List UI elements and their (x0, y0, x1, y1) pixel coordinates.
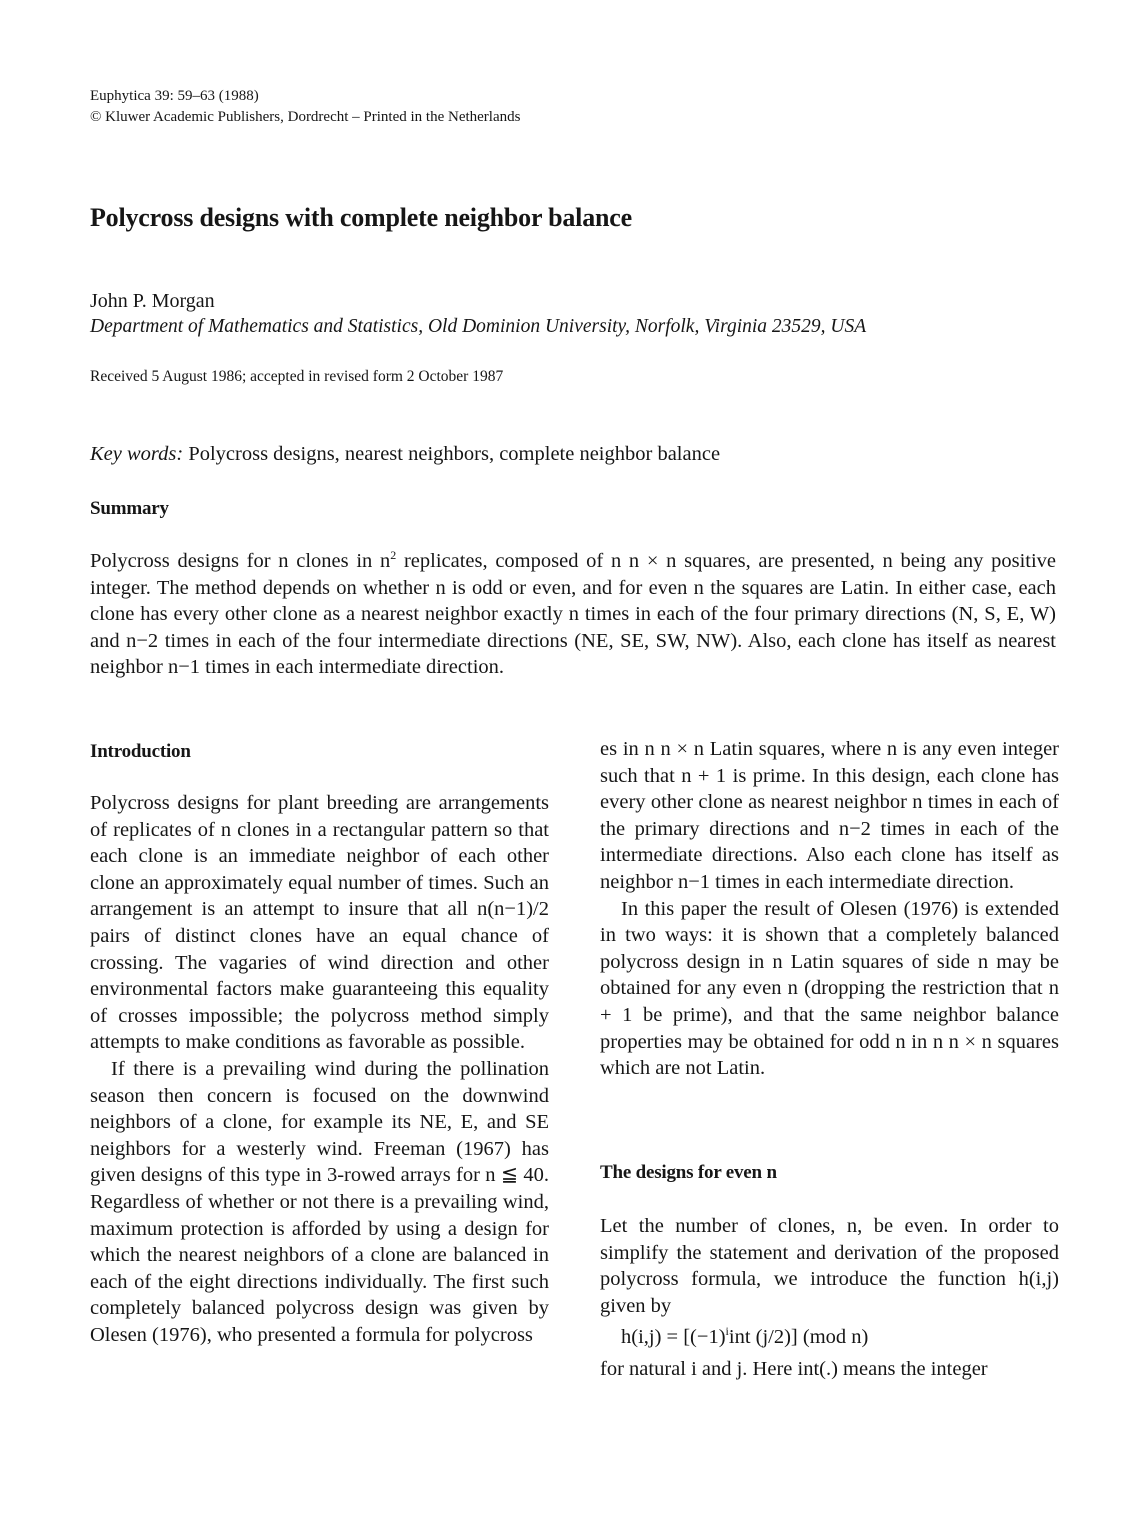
formula-part2: int (j/2)] (mod n) (728, 1326, 869, 1349)
even-paragraph-1: Let the number of clones, n, be even. In order to simplify the statement and derivation of the proposed polycross formula, we introduce the function h(i,j) given by (600, 1215, 1059, 1317)
keywords-line (90, 443, 720, 466)
publisher-line: © Kluwer Academic Publishers, Dordrecht – Printed in the Netherlands (90, 109, 521, 125)
journal-citation (90, 86, 520, 128)
intro-paragraph-2: If there is a prevailing wind during the pollination season then concern is focused on the downwind neighbors of a clone, for example its NE, E, and SE neighbors for a westerly wind. Freeman (1967) has given designs of this type in 3-rowed arrays for n ≦ 40. Regardless of whether or not there is a prevailing wind, maximum protection is afforded by using a design for which the nearest neighbors of a clone are balanced in each of the eight directions individually. The first such completely balanced polycross design was given by Olesen (1976), who presented a formula for polycross (90, 1057, 549, 1346)
right-column-bottom (600, 1213, 1059, 1383)
left-column (90, 790, 549, 1348)
keywords-list: Polycross designs, nearest neighbors, complete neighbor balance (188, 443, 721, 465)
intro-paragraph-1: Polycross designs for plant breeding are arrangements of replicates of n clones in a rectangular pattern so that each clone is an immediate neighbor of each other clone an approximately equal number of times. Such an arrangement is an attempt to insure that all n(n−1)/2 pairs of distinct clones have an equal chance of crossing. The vagaries of wind direction and other environmental factors make guaranteeing this equality of crosses impossible; the polycross method simply attempts to make conditions as favorable as possible. (90, 792, 549, 1054)
introduction-heading: Introduction (90, 741, 191, 762)
formula-superscript: i (725, 1324, 729, 1339)
intro-paragraph-3: In this paper the result of Olesen (1976) is extended in two ways: it is shown that a completely balanced polycross design in n Latin squares of side n may be obtained for any even n (dropping the restriction that n + 1 be prime), and that the same neighbor balance properties may be obtained for odd n in n n × n squares which are not Latin. (600, 897, 1059, 1080)
right-column-top (600, 736, 1059, 1082)
formula-part1: h(i,j) = [(−1) (621, 1326, 726, 1349)
even-paragraph-2: for natural i and j. Here int(.) means the integer (600, 1357, 988, 1380)
article-title: Polycross designs with complete neighbor balance (90, 203, 632, 232)
even-designs-heading: The designs for even n (600, 1162, 777, 1183)
keywords-label: Key words: (90, 443, 184, 465)
author-affiliation: Department of Mathematics and Statistics, Old Dominion University, Norfolk, Virginia 23529, USA (90, 316, 867, 337)
summary-text-part2: replicates, composed of n n × n squares, are presented, n being any positive integer. The method depends on whether n is odd or even, and for even n the squares are Latin. In either case, each clone has every other clone as a nearest neighbor exactly n times in each of the four primary directions (N, S, E, W) and n−2 times in each of the four intermediate directions (NE, SE, SW, NW). Also, each clone has itself as nearest neighbor n−1 times in each intermediate direction. (90, 550, 1056, 679)
summary-text (90, 548, 1056, 681)
intro-paragraph-2-continued: es in n n × n Latin squares, where n is any even integer such that n + 1 is prime. In this design, each clone has every other clone as nearest neighbor n times in each of the primary directions and n−2 times in each of the intermediate directions. Also each clone has itself as neighbor n−1 times in each intermediate direction. (600, 738, 1059, 893)
author-name: John P. Morgan (90, 290, 215, 312)
summary-text-part1: Polycross designs for n clones in n (90, 550, 391, 572)
summary-heading: Summary (90, 498, 169, 519)
received-dates: Received 5 August 1986; accepted in revised form 2 October 1987 (90, 368, 504, 385)
summary-superscript: 2 (390, 548, 397, 562)
h-function-formula (600, 1324, 1059, 1351)
journal-line: Euphytica 39: 59–63 (1988) (90, 88, 259, 104)
